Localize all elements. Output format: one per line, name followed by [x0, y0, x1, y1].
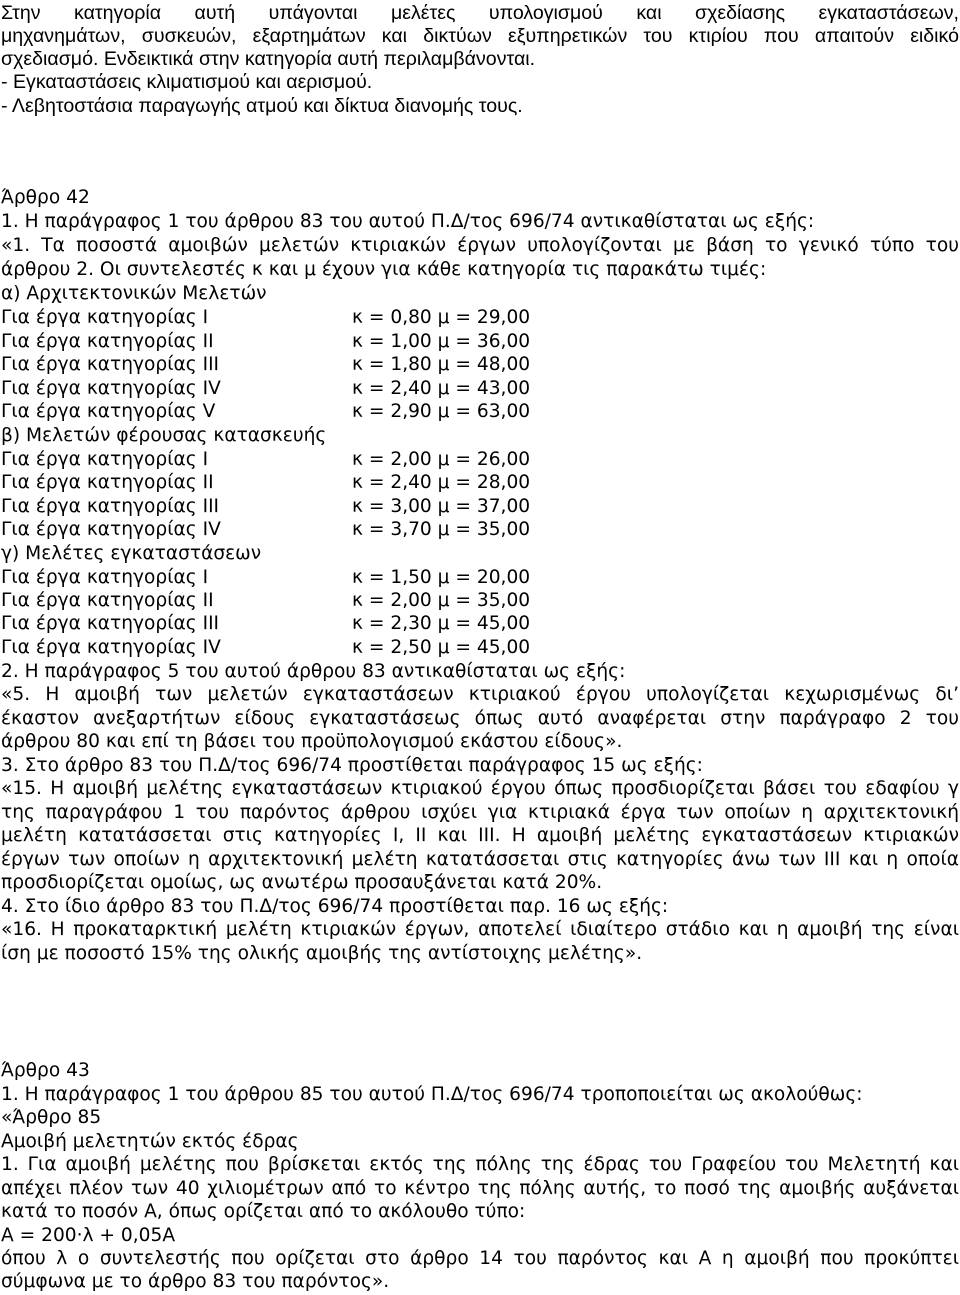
intro-bullet-2: - Λεβητοστάσια παραγωγής ατμού και δίκτυα διανομής τους. [1, 95, 523, 117]
category-label: Για έργα κατηγορίας ΙΙΙ [1, 354, 220, 375]
table-row [1, 589, 701, 613]
article-42-para-4-line-3: άρθρου 80 και επί τη βάσει του προϋπολογισμού εκάστου είδους». [1, 731, 623, 752]
coefficient-values: κ = 1,80 μ = 48,00 [352, 354, 531, 375]
table-row [1, 566, 701, 590]
category-label: Για έργα κατηγορίας ΙΙ [1, 331, 214, 352]
category-label: Για έργα κατηγορίας ΙΙ [1, 590, 214, 611]
group-title-architectural: α) Αρχιτεκτονικών Μελετών [1, 283, 267, 304]
article-42-para-2-line-1: «1. Τα ποσοστά αμοιβών μελετών κτιριακών έργων υπολογίζονται με βάση το γενικό τύπο του [1, 235, 959, 256]
coefficient-values: κ = 0,80 μ = 29,00 [352, 307, 531, 328]
category-label: Για έργα κατηγορίας ΙΙ [1, 472, 214, 493]
article-42-para-6-line-2: της παραγράφου 1 του παρόντος άρθρου ισχύει για κτιριακά έργα των οποίων η αρχιτεκτονική [1, 802, 959, 823]
coefficient-values: κ = 3,70 μ = 35,00 [352, 519, 531, 540]
article-43-quote-subtitle: Αμοιβή μελετητών εκτός έδρας [1, 1131, 299, 1152]
coefficient-values: κ = 2,40 μ = 43,00 [352, 378, 531, 399]
table-row [1, 377, 701, 401]
article-43-para-4-line-2: απέχει πλέον των 40 χιλιομέτρων από το κέντρο της πόλης αυτής, το ποσό της αμοιβής αυξάνεται [1, 1178, 959, 1199]
article-43-para-5-line-1: όπου λ ο συντελεστής που ορίζεται στο άρθρο 14 του παρόντος και Α η αμοιβή που προκύπτει [1, 1248, 959, 1269]
article-42-para-4-line-1: «5. Η αμοιβή των μελετών εγκαταστάσεων κτιριακού έργου υπολογίζεται κεχωρισμένως δι’ [1, 684, 959, 705]
article-43-para-4-line-1: 1. Για αμοιβή μελέτης που βρίσκεται εκτός της πόλης της έδρας του Γραφείου του Μελετητή και [1, 1154, 959, 1175]
table-row [1, 400, 701, 424]
table-row [1, 448, 701, 472]
coefficient-values: κ = 2,00 μ = 26,00 [352, 449, 531, 470]
article-43-formula: Α = 200·λ + 0,05Α [1, 1225, 176, 1246]
intro-line-1: Στην κατηγορία αυτή υπάγονται μελέτες υπολογισμού και σχεδίασης εγκαταστάσεων, [1, 2, 959, 24]
group-title-structural: β) Μελετών φέρουσας κατασκευής [1, 425, 327, 446]
table-row [1, 612, 701, 636]
category-label: Για έργα κατηγορίας V [1, 401, 216, 422]
article-42-para-2-line-2: άρθρου 2. Οι συντελεστές κ και μ έχουν για κάθε κατηγορία τις παρακάτω τιμές: [1, 259, 767, 280]
article-42-para-5: 3. Στο άρθρο 83 του Π.Δ/τος 696/74 προστίθεται παράγραφος 15 ως εξής: [1, 755, 703, 776]
table-row [1, 471, 701, 495]
coefficient-values: κ = 2,90 μ = 63,00 [352, 401, 531, 422]
category-label: Για έργα κατηγορίας ΙΙΙ [1, 496, 220, 517]
coefficient-values: κ = 2,30 μ = 45,00 [352, 613, 531, 634]
coefficient-values: κ = 2,50 μ = 45,00 [352, 637, 531, 658]
intro-line-2: μηχανημάτων, συσκευών, εξαρτημάτων και δικτύων εξυπηρετικών του κτιρίου που απαιτούν ειδικό [1, 25, 959, 47]
coefficient-values: κ = 2,40 μ = 28,00 [352, 472, 531, 493]
table-row [1, 330, 701, 354]
category-label: Για έργα κατηγορίας Ι [1, 449, 209, 470]
intro-line-3: σχεδιασμό. Ενδεικτικά στην κατηγορία αυτή περιλαμβάνονται. [1, 48, 536, 70]
article-42-para-6-line-1: «15. Η αμοιβή μελέτης εγκαταστάσεων κτιριακού έργου όπως προσδιορίζεται βάσει του εδαφίου γ [1, 778, 959, 799]
article-42-para-6-line-3: μελέτη κατατάσσεται στις κατηγορίες Ι, ΙΙ και ΙΙΙ. Η αμοιβή μελέτης εγκαταστάσεων κτιριακών [1, 825, 959, 846]
coefficient-values: κ = 1,00 μ = 36,00 [352, 331, 531, 352]
table-row [1, 353, 701, 377]
article-43-quote-heading: «Άρθρο 85 [1, 1107, 102, 1128]
article-42-para-7: 4. Στο ίδιο άρθρο 83 του Π.Δ/τος 696/74 προστίθεται παρ. 16 ως εξής: [1, 896, 669, 917]
category-label: Για έργα κατηγορίας ΙΙΙ [1, 613, 220, 634]
article-42-heading: Άρθρο 42 [1, 187, 90, 208]
category-label: Για έργα κατηγορίας ΙV [1, 378, 221, 399]
article-43-para-1: 1. Η παράγραφος 1 του άρθρου 85 του αυτού Π.Δ/τος 696/74 τροποποιείται ως ακολούθως: [1, 1084, 863, 1105]
coefficient-values: κ = 2,00 μ = 35,00 [352, 590, 531, 611]
table-row [1, 306, 701, 330]
category-label: Για έργα κατηγορίας ΙV [1, 637, 221, 658]
article-42-para-6-line-4: έργων των οποίων η αρχιτεκτονική μελέτη κατατάσσεται στις κατηγορίες άνω των ΙΙΙ και η οποία [1, 849, 959, 870]
article-42-para-1: 1. Η παράγραφος 1 του άρθρου 83 του αυτού Π.Δ/τος 696/74 αντικαθίσταται ως εξής: [1, 211, 815, 232]
intro-bullet-1: - Εγκαταστάσεις κλιματισμού και αερισμού. [1, 71, 373, 93]
article-42-para-4-line-2: έκαστον ανεξαρτήτων είδους εγκαταστάσεως όπως αυτό αναφέρεται στην παράγραφο 2 του [1, 708, 959, 729]
coefficient-values: κ = 1,50 μ = 20,00 [352, 567, 531, 588]
article-42-para-8-line-1: «16. Η προκαταρκτική μελέτη κτιριακών έργων, αποτελεί ιδιαίτερο στάδιο και η αμοιβή της είναι [1, 919, 959, 940]
category-label: Για έργα κατηγορίας ΙV [1, 519, 221, 540]
article-43-para-5-line-2: σύμφωνα με το άρθρο 83 του παρόντος». [1, 1271, 390, 1292]
article-42-para-6-line-5: προσδιορίζεται ομοίως, ως ανωτέρω προσαυξάνεται κατά 20%. [1, 872, 603, 893]
article-42-para-8-line-2: ίση με ποσοστό 15% της ολικής αμοιβής της αντίστοιχης μελέτης». [1, 943, 643, 964]
article-43-heading: Άρθρο 43 [1, 1060, 90, 1081]
group-title-installations: γ) Μελέτες εγκαταστάσεων [1, 543, 262, 564]
table-row [1, 518, 701, 542]
table-row [1, 636, 701, 660]
article-42-para-3: 2. Η παράγραφος 5 του αυτού άρθρου 83 αντικαθίσταται ως εξής: [1, 661, 626, 682]
category-label: Για έργα κατηγορίας Ι [1, 307, 209, 328]
article-43-para-4-line-3: κατά το ποσόν Α, όπως ορίζεται από το ακόλουθο τύπο: [1, 1201, 526, 1222]
table-row [1, 495, 701, 519]
category-label: Για έργα κατηγορίας Ι [1, 567, 209, 588]
coefficient-values: κ = 3,00 μ = 37,00 [352, 496, 531, 517]
